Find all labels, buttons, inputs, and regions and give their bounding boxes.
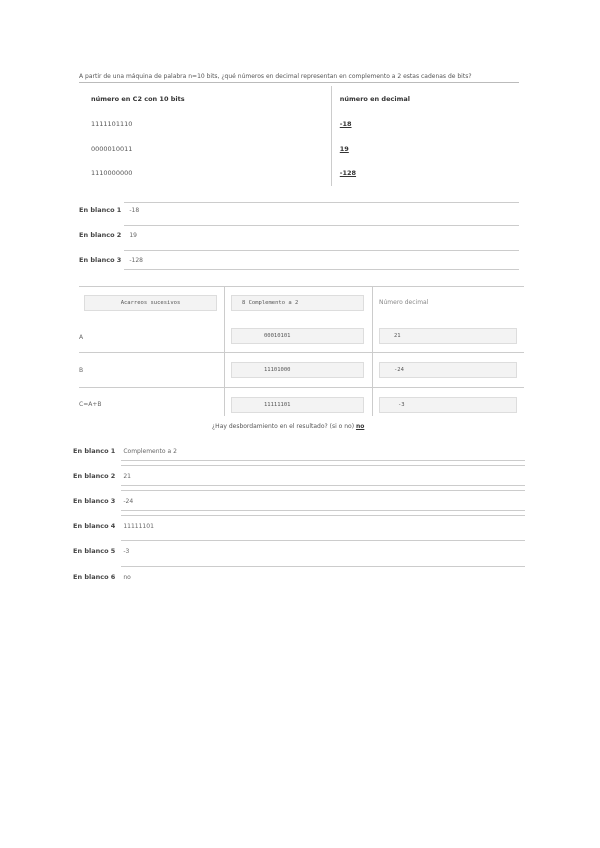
decimal-answer: 19	[339, 144, 349, 153]
decimal-answer: -18	[339, 120, 352, 129]
decimal-answer: -128	[339, 169, 357, 178]
overflow-question	[212, 423, 364, 430]
divider	[79, 286, 524, 287]
c2-value: 0000010011	[91, 144, 133, 153]
divider	[124, 202, 519, 203]
blank-label: En blanco 6	[73, 573, 116, 581]
blank-value: -128	[129, 256, 143, 264]
divider	[79, 82, 519, 83]
blank-label: En blanco 1	[79, 206, 122, 214]
overflow-question-text: ¿Hay desbordamiento en el resultado? (si o no)	[212, 423, 355, 430]
blank-label: En blanco 2	[79, 231, 122, 239]
divider	[121, 510, 525, 511]
blank-field	[79, 256, 143, 264]
divider	[121, 540, 525, 541]
col-header-decimal: número en decimal	[331, 86, 519, 112]
decimal-field: 21	[379, 328, 517, 344]
c2-field: 00010101	[231, 328, 364, 344]
blank-value: -24	[123, 497, 134, 505]
table-row	[79, 112, 519, 137]
blank-field	[73, 547, 129, 555]
c2-field: 11111101	[231, 397, 364, 413]
decimal-field: -24	[379, 362, 517, 378]
row-label-b: B	[79, 367, 84, 374]
col-header-c2: número en C2 con 10 bits	[91, 95, 185, 103]
blank-field	[73, 573, 131, 581]
divider	[124, 225, 519, 226]
row-label-a: A	[79, 334, 84, 341]
header-acarreos: Acarreos sucesivos	[84, 295, 217, 311]
blank-label: En blanco 3	[79, 256, 122, 264]
divider	[79, 352, 524, 353]
divider	[224, 286, 225, 416]
blank-label: En blanco 4	[73, 522, 116, 530]
blank-field	[73, 447, 177, 455]
blank-field	[73, 472, 131, 480]
divider	[124, 269, 519, 270]
decimal-field: -3	[379, 397, 517, 413]
blank-field	[79, 231, 137, 239]
blank-value: Complemento a 2	[123, 447, 177, 455]
blank-value: 11111101	[123, 522, 154, 530]
divider	[121, 465, 525, 466]
row-label-c: C=A+B	[79, 401, 102, 408]
question-1-text: A partir de una máquina de palabra n=10 bits, ¿qué números en decimal representan en complemento a 2 estas cadenas de bits?	[79, 73, 472, 80]
c2-field: 11101000	[231, 362, 364, 378]
blank-label: En blanco 5	[73, 547, 116, 555]
sum-table	[79, 286, 524, 416]
divider	[121, 460, 525, 461]
divider	[121, 566, 525, 567]
table-row	[79, 137, 519, 162]
blank-field	[73, 497, 133, 505]
blank-label: En blanco 2	[73, 472, 116, 480]
blank-label: En blanco 3	[73, 497, 116, 505]
blank-value: 19	[129, 231, 137, 239]
c2-value: 1110000000	[91, 169, 133, 178]
divider	[121, 485, 525, 486]
divider	[121, 490, 525, 491]
blank-value: 21	[123, 472, 131, 480]
c2-decimal-table	[79, 86, 519, 186]
divider	[124, 250, 519, 251]
blank-field	[73, 522, 154, 530]
header-complemento: 8 Complemento a 2	[231, 295, 364, 311]
blank-value: -18	[129, 206, 140, 214]
divider	[372, 286, 373, 416]
blank-field	[79, 206, 139, 214]
overflow-answer: no	[355, 423, 365, 430]
header-numero-decimal: Número decimal	[379, 299, 429, 306]
blank-value: no	[123, 573, 131, 581]
blank-label: En blanco 1	[73, 447, 116, 455]
c2-value: 1111101110	[91, 120, 133, 129]
blank-value: -3	[123, 547, 130, 555]
divider	[79, 387, 524, 388]
table-row	[79, 161, 519, 186]
divider	[121, 515, 525, 516]
